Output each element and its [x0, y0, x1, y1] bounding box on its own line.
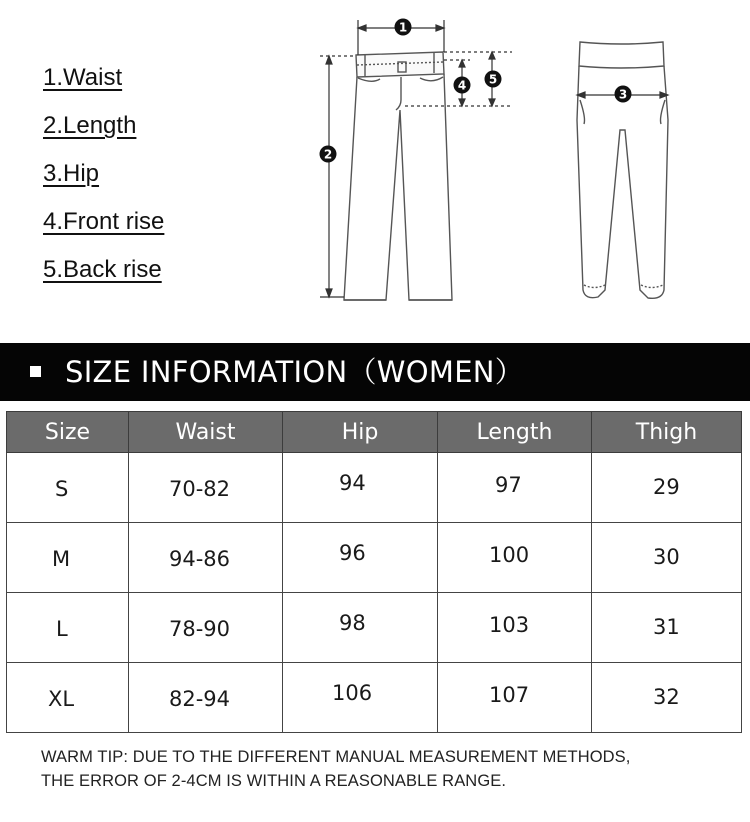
- svg-text:1: 1: [398, 20, 408, 35]
- cell-thigh: 32: [592, 663, 742, 733]
- marker-hip-icon: [615, 86, 632, 103]
- header-waist: Waist: [129, 412, 283, 453]
- cell-waist: 70-82: [129, 453, 283, 523]
- cell-length: 107: [438, 663, 592, 733]
- warm-tip-line-2: THE ERROR OF 2-4CM IS WITHIN A REASONABLE RANGE.: [41, 772, 507, 790]
- header-hip: Hip: [283, 412, 438, 453]
- legend-item-front-rise: 4.Front rise: [43, 208, 165, 235]
- legend-item-back-rise: 5.Back rise: [43, 256, 162, 283]
- cell-hip: 94: [283, 453, 438, 523]
- marker-waist-icon: [395, 19, 412, 36]
- cell-waist: 78-90: [129, 593, 283, 663]
- cell-waist: 94-86: [129, 523, 283, 593]
- pants-measurement-diagram: [0, 0, 750, 330]
- cell-length: 97: [438, 453, 592, 523]
- cell-size: L: [7, 593, 129, 663]
- cell-thigh: 29: [592, 453, 742, 523]
- legend-item-length: 2.Length: [43, 112, 137, 139]
- cell-size: S: [7, 453, 129, 523]
- header-size: Size: [7, 412, 129, 453]
- cell-hip: 106: [283, 663, 438, 733]
- legend-item-waist: 1.Waist: [43, 64, 123, 91]
- size-table: [6, 411, 742, 733]
- cell-thigh: 30: [592, 523, 742, 593]
- header-thigh: Thigh: [592, 412, 742, 453]
- svg-text:5: 5: [488, 72, 498, 87]
- cell-hip: 96: [283, 523, 438, 593]
- cell-length: 103: [438, 593, 592, 663]
- table-row: [7, 663, 742, 733]
- cell-length: 100: [438, 523, 592, 593]
- table-row: [7, 593, 742, 663]
- size-information-banner: [0, 343, 750, 401]
- marker-back-rise-icon: [485, 71, 502, 88]
- square-bullet-icon: [30, 366, 41, 377]
- back-pants-illustration: [577, 42, 668, 298]
- cell-thigh: 31: [592, 593, 742, 663]
- warm-tip-note: [41, 745, 630, 793]
- svg-text:3: 3: [618, 87, 628, 102]
- cell-size: XL: [7, 663, 129, 733]
- table-header-row: [7, 412, 742, 453]
- legend-item-hip: 3.Hip: [43, 160, 100, 187]
- marker-front-rise-icon: [454, 77, 471, 94]
- svg-text:2: 2: [323, 147, 333, 162]
- svg-text:4: 4: [457, 78, 467, 93]
- table-row: [7, 523, 742, 593]
- marker-length-icon: [320, 146, 337, 163]
- warm-tip-line-1: WARM TIP: DUE TO THE DIFFERENT MANUAL MEASUREMENT METHODS,: [41, 748, 631, 766]
- front-pants-illustration: [344, 52, 452, 300]
- banner-title: SIZE INFORMATION（WOMEN）: [65, 355, 525, 389]
- cell-waist: 82-94: [129, 663, 283, 733]
- table-row: [7, 453, 742, 523]
- cell-hip: 98: [283, 593, 438, 663]
- header-length: Length: [438, 412, 592, 453]
- cell-size: M: [7, 523, 129, 593]
